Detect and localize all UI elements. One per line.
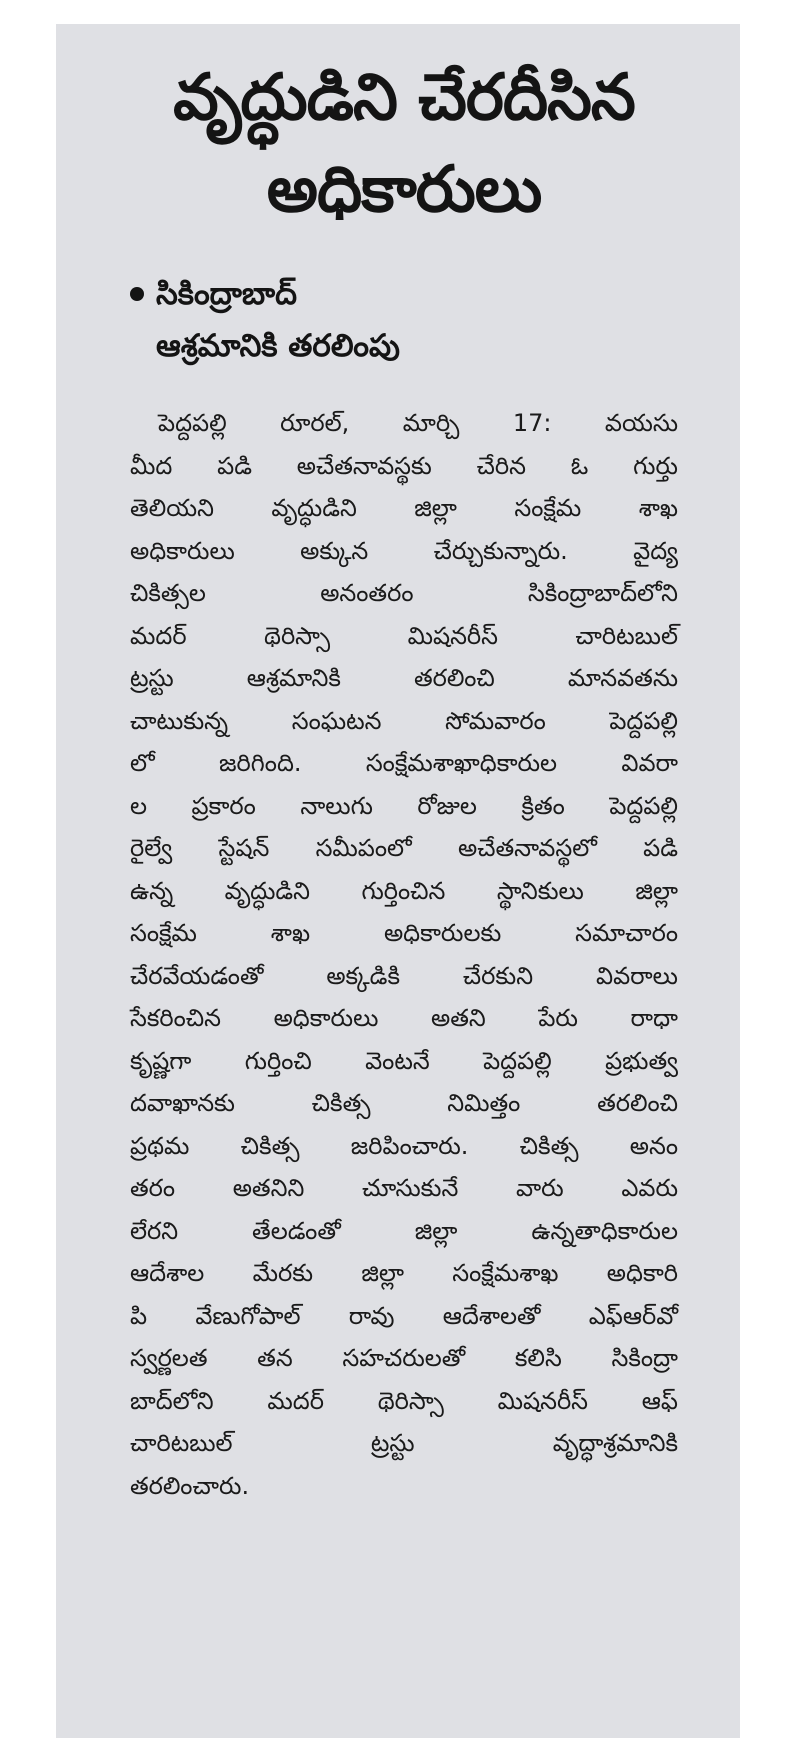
body-line: మీద పడి అచేతనావస్థకు చేరిన ఓ గుర్తు xyxy=(130,451,678,480)
headline-line-2: అధికారులు xyxy=(266,153,542,227)
body-line: ప్రథమ చికిత్స జరిపించారు. చికిత్స అనం xyxy=(130,1131,678,1160)
subheadings xyxy=(130,268,678,372)
body-line: ఉన్న వృద్ధుడిని గుర్తించిన స్థానికులు జిల్లా xyxy=(130,876,678,905)
body-line: తెలియని వృద్ధుడిని జిల్లా సంక్షేమ శాఖ xyxy=(130,494,678,522)
body-line: కృష్ణగా గుర్తించి వెంటనే పెద్దపల్లి ప్రభుత్వ xyxy=(130,1046,678,1075)
body-line: చారిటబుల్ ట్రస్టు వృద్ధాశ్రమానికి xyxy=(130,1429,678,1457)
subheading-1-text: సికింద్రాబాద్ xyxy=(156,276,298,312)
body-line: స్వర్ణలత తన సహచరులతో కలిసి సికింద్రా xyxy=(130,1344,678,1372)
subheading-2 xyxy=(130,320,678,372)
body-line: తరలించారు. xyxy=(130,1471,250,1500)
news-clipping xyxy=(56,24,740,1738)
body-line: చాటుకున్న సంఘటన సోమవారం పెద్దపల్లి xyxy=(130,706,678,735)
body-line: చేరవేయడంతో అక్కడికి చేరకుని వివరాలు xyxy=(130,961,678,990)
body-line: మదర్ థెరిస్సా మిషనరీస్ చారిటబుల్ xyxy=(130,621,678,650)
subheading-1 xyxy=(130,268,678,320)
body-line: ల ప్రకారం నాలుగు రోజుల క్రితం పెద్దపల్లి xyxy=(130,791,678,820)
bullet-icon xyxy=(130,287,144,301)
body-line: సంక్షేమ శాఖ అధికారులకు సమాచారం xyxy=(130,919,678,947)
body-line: లేరని తేలడంతో జిల్లా ఉన్నతాధికారుల xyxy=(130,1216,678,1245)
body-line: సేకరించిన అధికారులు అతని పేరు రాధా xyxy=(130,1004,678,1032)
headline-line-1: వృద్ధుడిని చేరదీసిన xyxy=(173,61,635,135)
article-body xyxy=(130,402,678,1507)
body-line: అధికారులు అక్కున చేర్చుకున్నారు. వైద్య xyxy=(130,536,678,565)
subheading-2-text: ఆశ్రమానికి తరలింపు xyxy=(156,328,400,364)
body-line: పెద్దపల్లి రూరల్, మార్చి 17: వయసు xyxy=(158,409,678,437)
body-line: చికిత్సల అనంతరం సికింద్రాబాద్‌లోని xyxy=(130,579,678,607)
body-line: తరం అతనిని చూసుకునే వారు ఎవరు xyxy=(130,1174,678,1202)
headline xyxy=(130,52,678,236)
body-line: దవాఖానకు చికిత్స నిమిత్తం తరలించి xyxy=(130,1089,678,1117)
body-line: బాద్‌లోని మదర్ థెరిస్సా మిషనరీస్ ఆఫ్ xyxy=(130,1386,678,1415)
body-line: పి వేణుగోపాల్ రావు ఆదేశాలతో ఎఫ్ఆర్‌వో xyxy=(130,1301,678,1330)
body-line: ట్రస్టు ఆశ్రమానికి తరలించి మానవతను xyxy=(130,664,678,692)
body-line: లో జరిగింది. సంక్షేమశాఖాధికారుల వివరా xyxy=(130,749,678,777)
body-line: ఆదేశాల మేరకు జిల్లా సంక్షేమశాఖ అధికారి xyxy=(130,1259,678,1287)
body-line: రైల్వే స్టేషన్ సమీపంలో అచేతనావస్థలో పడి xyxy=(130,834,678,862)
